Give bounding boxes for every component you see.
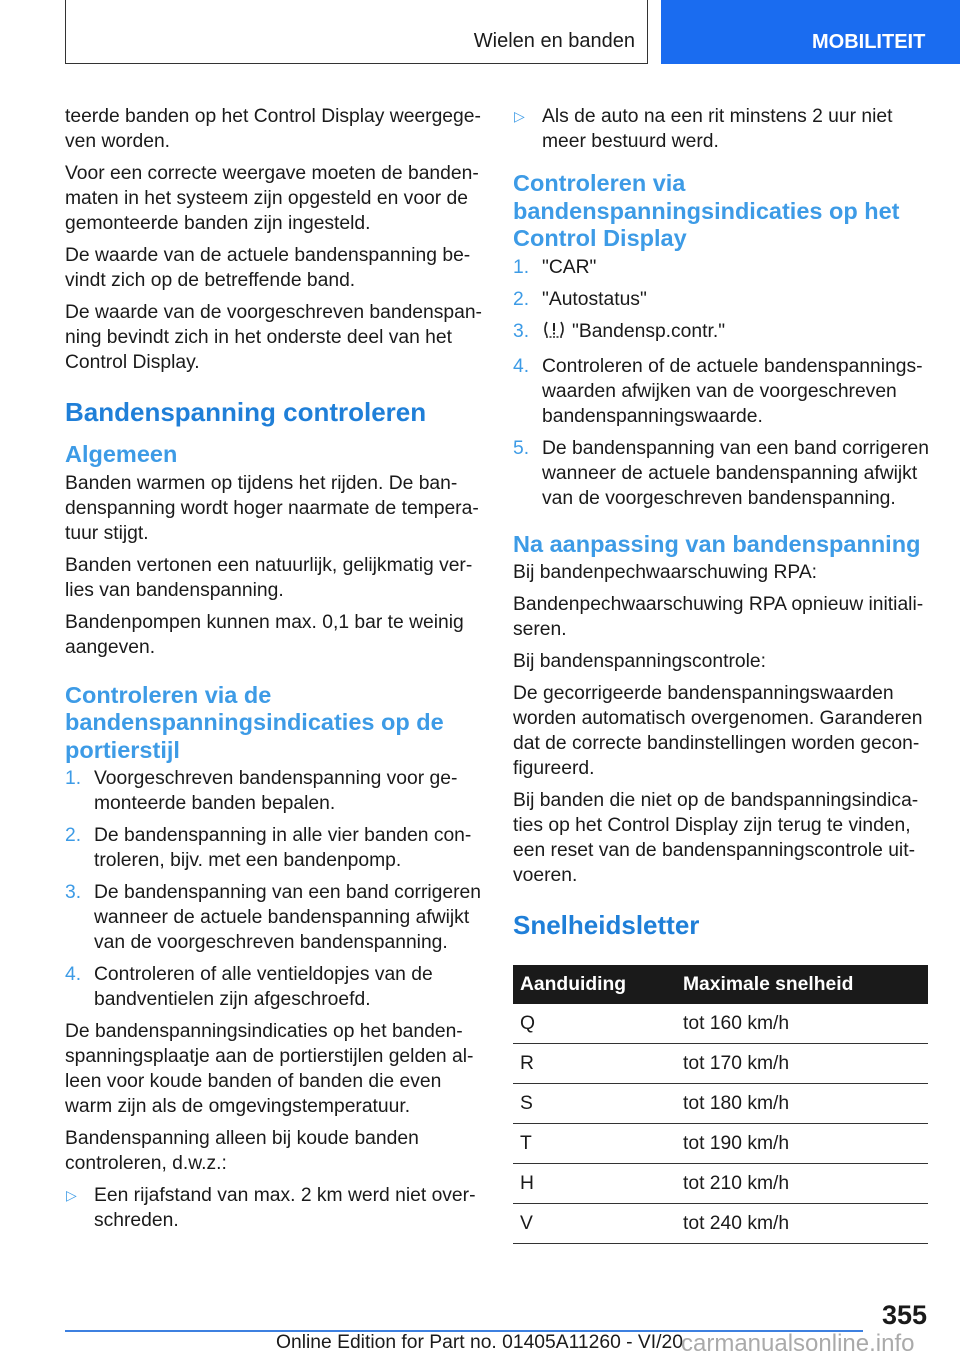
list-item [513,287,931,312]
bullet-text: Als de auto na een rit minstens 2 uur niet meer bestuurd werd. [542,106,893,152]
speed-rating-table [513,965,928,1244]
page-number: 355 [881,1300,927,1330]
step-text: Voorgeschreven bandenspanning voor gemonteerde banden bepalen. [94,768,458,814]
table-cell: tot 240 km/h [676,1204,928,1244]
header-section-box [65,0,648,64]
table-cell: Q [513,1004,676,1044]
list-item [65,880,483,955]
table-row [513,1004,928,1044]
step-text: De bandenspanning van een band corrigeren wanneer de actuele bandenspanning afwijkt van de voorgeschreven bandenspanning. [94,882,481,953]
paragraph: Bandenpompen kunnen max. 0,1 bar te weinig aangeven. [65,611,464,658]
table-cell: tot 180 km/h [676,1084,928,1124]
table-cell: tot 170 km/h [676,1044,928,1084]
list-item [65,766,483,816]
paragraph: Bandenpechwaarschuwing RPA opnieuw initialiseren. [513,594,924,640]
watermark: carmanualsonline.info [681,1330,915,1357]
step-number: 1. [513,256,530,278]
heading-bandenspanning-controleren: Bandenspanning controleren [65,397,427,427]
step-number: 1. [65,768,82,789]
column-header: Maximale snelheid [676,965,928,1004]
heading-algemeen: Algemeen [65,441,178,467]
left-column [65,104,483,1240]
list-item [513,255,931,280]
triangle-bullet-icon: ▷ [66,1187,77,1203]
paragraph: De waarde van de actuele bandenspanning bevindt zich op de betreffende band. [65,245,471,291]
bullet-item [513,104,931,154]
tire-pressure-warning-icon [542,320,566,347]
paragraph: Bij bandenpechwaarschuwing RPA: [513,562,818,583]
column-header: Aanduiding [513,965,676,1004]
step-number: 4. [65,964,82,985]
paragraph: Voor een correcte weergave moeten de bandenmaten in het systeem zijn opgesteld en voor de gemonteerde banden zijn ingesteld. [65,163,479,234]
paragraph: De gecorrigeerde bandenspanningswaarden worden automatisch overgenomen. Garanderen dat de correcte bandinstellingen worden geconfigureerd. [513,683,923,779]
step-text: "CAR" [542,256,597,278]
step-number: 2. [65,825,82,846]
step-text: De bandenspanning in alle vier banden controleren, bijv. met een bandenpomp. [94,825,472,871]
step-number: 3. [513,320,530,342]
bullet-item [65,1183,483,1233]
table-row [513,1124,928,1164]
table-cell: tot 160 km/h [676,1004,928,1044]
heading-na-aanpassing: Na aanpassing van bandenspanning [513,530,921,557]
table-row [513,1044,928,1084]
right-column [513,104,931,1244]
list-item [65,823,483,873]
step-number: 5. [513,437,530,459]
step-text: "Bandensp.contr." [572,320,726,342]
table-header-row [513,965,928,1004]
table-row [513,1084,928,1124]
paragraph: De waarde van de voorgeschreven bandenspanning bevindt zich in het onderste deel van het Control Display. [65,302,482,373]
paragraph: Bij bandenspanningscontrole: [513,651,766,672]
heading-snelheidsletter: Snelheidsletter [513,910,700,940]
step-number: 3. [65,882,82,903]
edition-text: Online Edition for Part no. 01405A11260 - VI/20 [276,1332,683,1353]
table-cell: tot 190 km/h [676,1124,928,1164]
step-text: Controleren of alle ventieldopjes van de bandventielen zijn afgeschroefd. [94,964,433,1010]
bullet-text: Een rijafstand van max. 2 km werd niet overschreden. [94,1185,476,1231]
paragraph: Bij banden die niet op de bandspanningsindicaties op het Control Display zijn terug te vinden, een reset van de bandenspanningscontrole uitvoeren. [513,790,919,886]
paragraph: Bandenspanning alleen bij koude banden controleren, d.w.z.: [65,1128,419,1174]
step-text: "Autostatus" [542,288,647,310]
table-cell: H [513,1164,676,1204]
heading-control-display: Controleren via bandenspanningsindicaties op het Control Display [513,170,900,251]
step-text: De bandenspanning van een band corrigeren wanneer de actuele bandenspanning afwijkt van de voorgeschreven bandenspanning. [542,437,929,509]
step-text: Controleren of de actuele bandenspanningswaarden afwijken van de voorgeschreven bandenspanningswaarde. [542,355,923,427]
table-cell: tot 210 km/h [676,1164,928,1204]
list-item [65,962,483,1012]
paragraph: De bandenspanningsindicaties op het bandenspanningsplaatje aan de portierstijlen gelden alleen voor koude banden of banden die even warm zijn als de omgevingstemperatuur. [65,1021,474,1117]
table-row [513,1164,928,1204]
list-item [513,354,931,429]
table-cell: S [513,1084,676,1124]
table-cell: V [513,1204,676,1244]
paragraph: teerde banden op het Control Display weergegeven worden. [65,106,481,152]
table-cell: T [513,1124,676,1164]
list-item [513,319,931,347]
step-number: 2. [513,288,530,310]
chapter-tab[interactable]: MOBILITEIT [661,0,960,64]
table-cell: R [513,1044,676,1084]
section-title: Wielen en banden [473,30,635,52]
paragraph: Banden vertonen een natuurlijk, gelijkmatig verlies van bandenspanning. [65,554,473,601]
triangle-bullet-icon: ▷ [514,108,525,124]
heading-portierstijl: Controleren via de bandenspanningsindicaties op de portierstijl [65,681,444,763]
paragraph: Banden warmen op tijdens het rijden. De bandenspanning wordt hoger naarmate de temperatuur stijgt. [65,472,479,544]
list-item [513,436,931,511]
step-number: 4. [513,355,530,377]
table-row [513,1204,928,1244]
